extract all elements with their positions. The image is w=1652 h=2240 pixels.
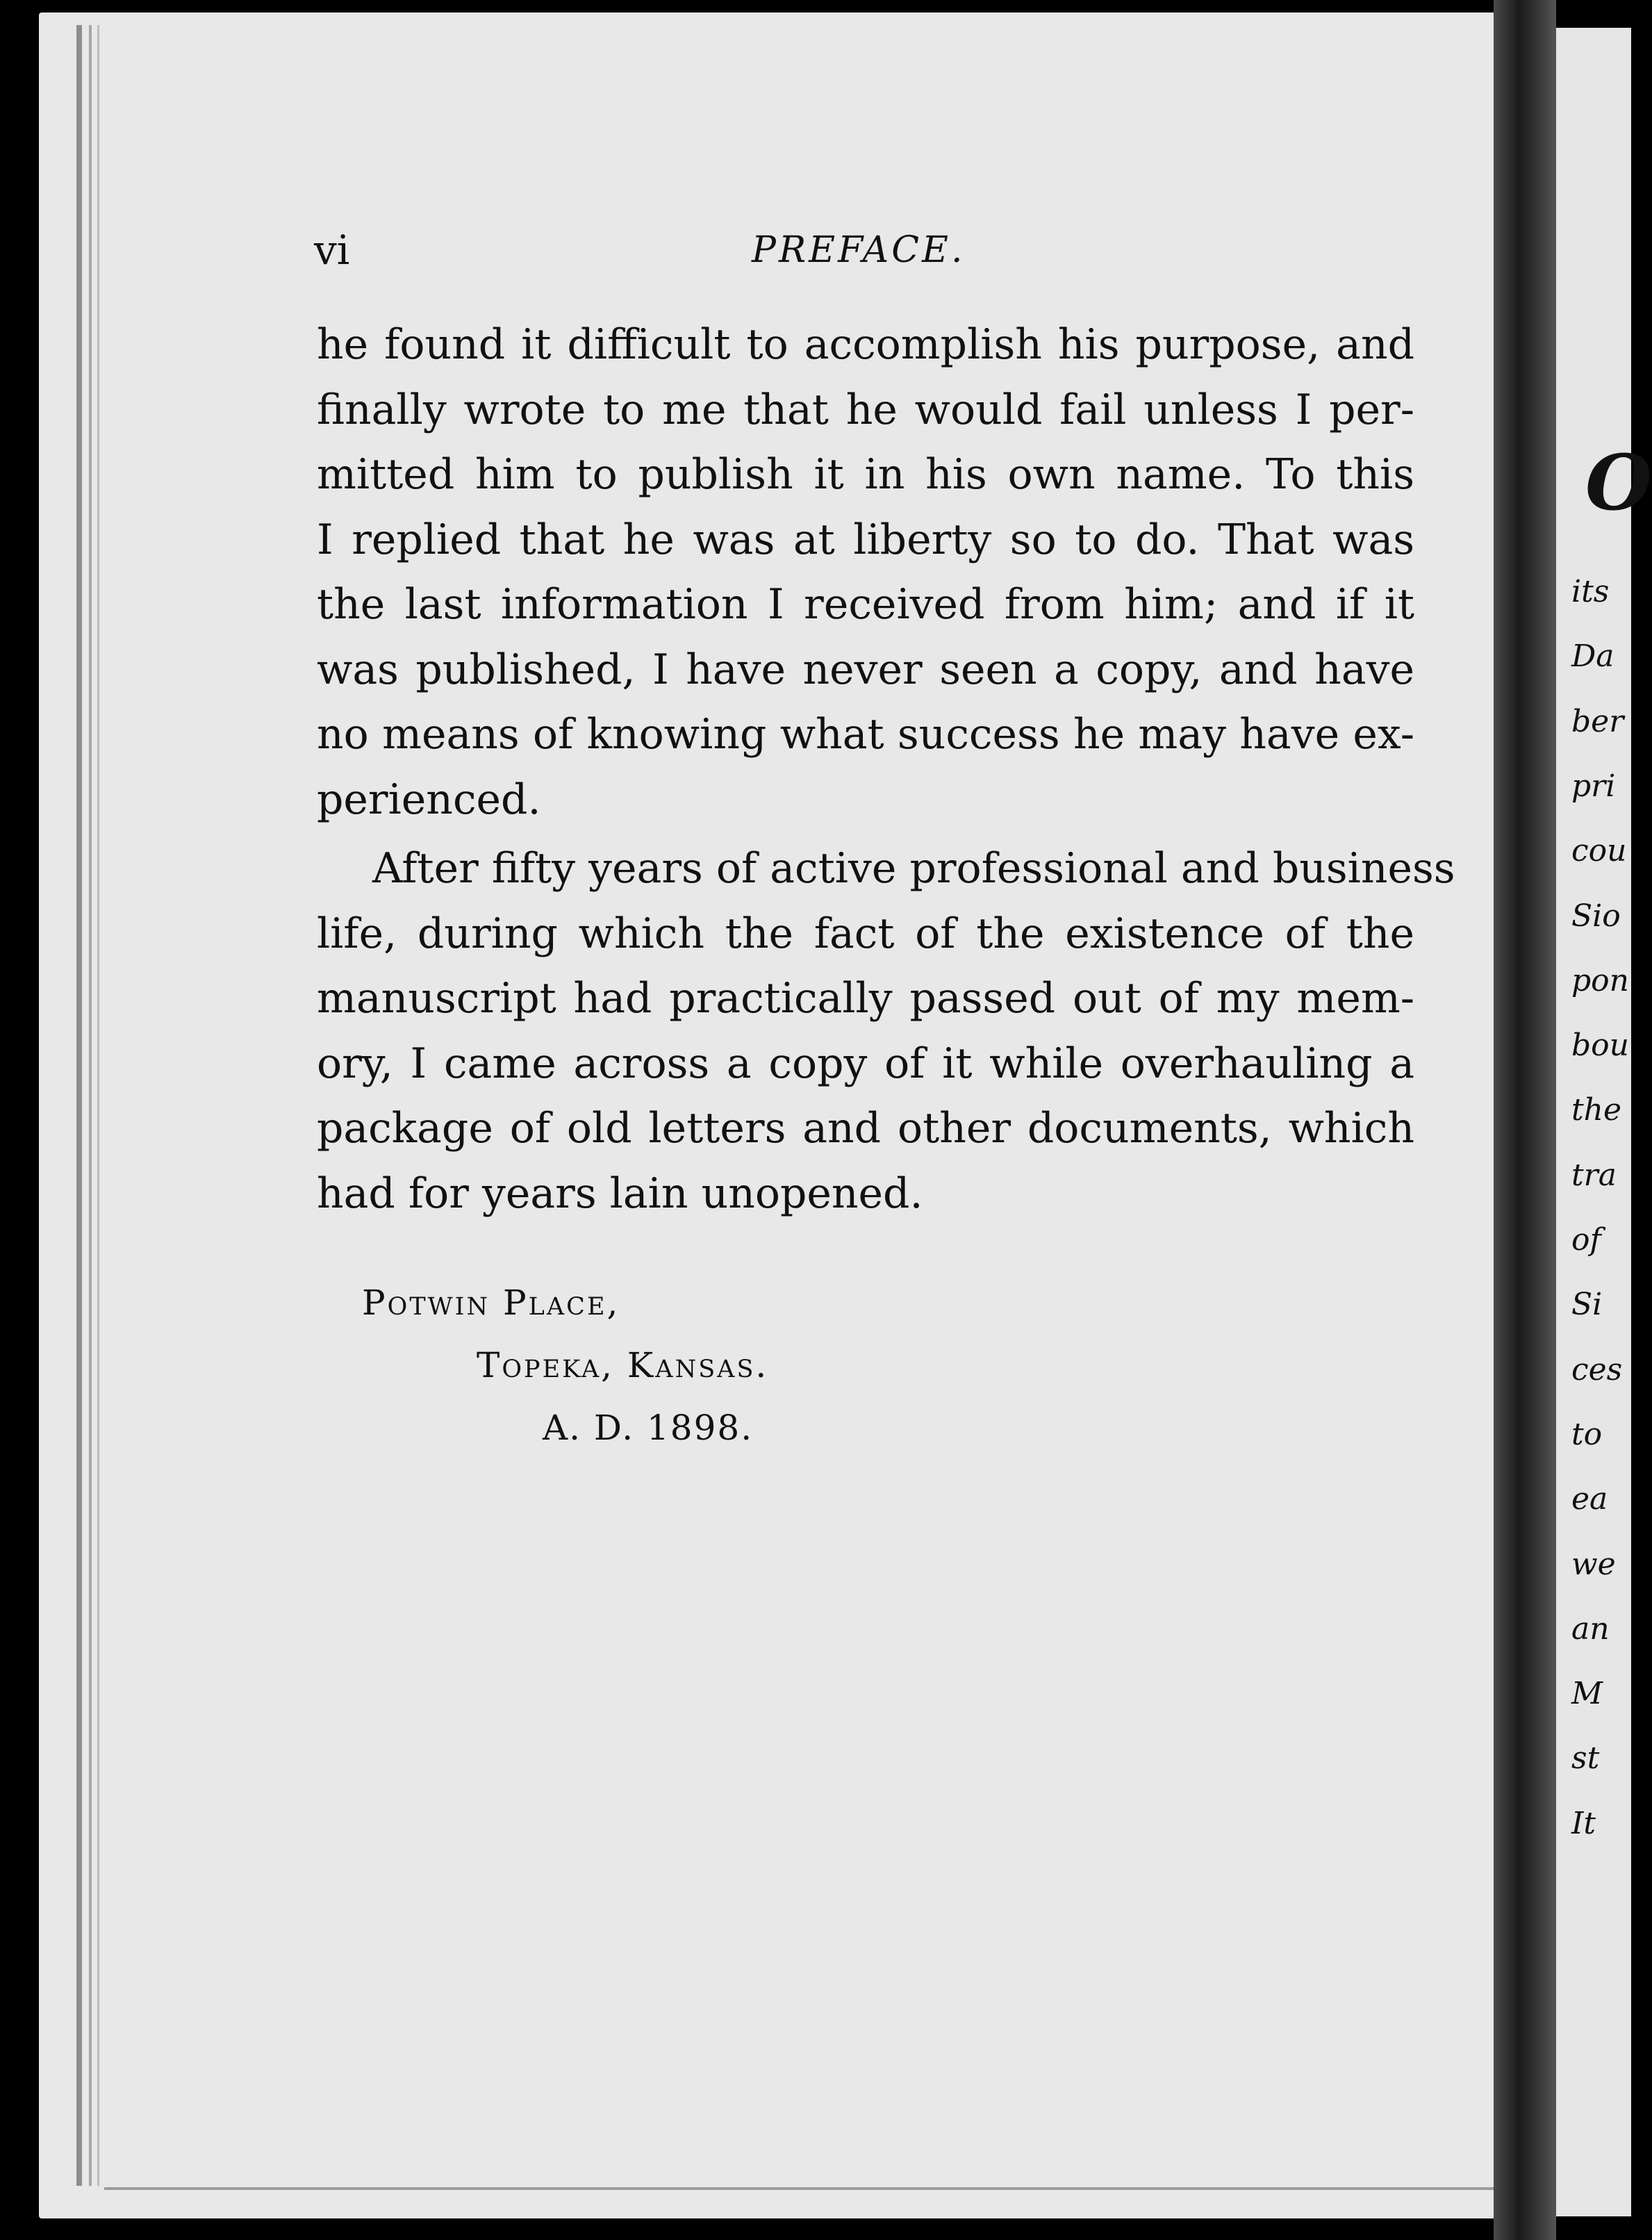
text-line: had for years lain unopened. — [317, 1169, 923, 1218]
text-line: perienced. — [317, 775, 541, 824]
paragraph-1 — [317, 313, 1414, 832]
running-head — [314, 226, 1412, 274]
facing-page-line-start: the — [1571, 1092, 1622, 1128]
page-edge — [89, 25, 92, 2186]
text-line: he found it difficult to accomplish his purpose, and — [317, 320, 1414, 369]
facing-page-line-start: ea — [1571, 1481, 1608, 1517]
facing-page-line-start: st — [1571, 1740, 1600, 1777]
text-line: life, during which the fact of the existence of the — [317, 909, 1414, 958]
signature-city: Topeka, Kansas. — [477, 1345, 769, 1385]
page-edge — [97, 25, 99, 2186]
facing-page-line-start: Da — [1571, 639, 1614, 675]
text-line: I replied that he was at liberty so to do. That was — [317, 515, 1414, 564]
signature-date: A. D. 1898. — [543, 1408, 754, 1448]
text-line: After fifty years of active professional and business — [372, 844, 1455, 893]
signature-block — [317, 1271, 1011, 1459]
facing-page-line-start: bou — [1571, 1028, 1629, 1064]
facing-page-fragment — [1556, 28, 1652, 2216]
facing-page-line-start: tra — [1571, 1157, 1617, 1193]
facing-page-line-start: Sio — [1571, 898, 1621, 934]
facing-page-line-start: pon — [1571, 962, 1629, 998]
text-line: was published, I have never seen a copy, and have — [317, 645, 1414, 694]
text-line: the last information I received from him; and if it — [317, 580, 1414, 629]
facing-page-line-start: ces — [1571, 1351, 1623, 1387]
facing-page-line-start: its — [1571, 574, 1610, 609]
text-line: manuscript had practically passed out of my mem- — [317, 974, 1414, 1023]
text-line: package of old letters and other documents, which — [317, 1104, 1414, 1153]
facing-page-line-start: to — [1571, 1416, 1603, 1452]
page-bottom-edge — [104, 2187, 1494, 2190]
running-title: PREFACE. — [752, 229, 966, 271]
text-line: no means of knowing what success he may have ex- — [317, 710, 1414, 759]
text-line: mitted him to publish it in his own name. To this — [317, 450, 1414, 499]
facing-page-line-start: M — [1571, 1676, 1603, 1712]
facing-page-initial: O — [1585, 438, 1652, 527]
facing-page-line-start: of — [1571, 1222, 1601, 1258]
facing-page-line-start: ber — [1571, 703, 1624, 739]
facing-page-line-start: pri — [1571, 768, 1616, 804]
facing-page-line-start: Si — [1571, 1287, 1603, 1323]
facing-page-line-start: It — [1571, 1805, 1596, 1841]
facing-page-line-start: we — [1571, 1546, 1616, 1582]
text-line: ory, I came across a copy of it while overhauling a — [317, 1039, 1414, 1088]
paragraph-2 — [317, 837, 1455, 1226]
text-line: finally wrote to me that he would fail unless I per- — [317, 385, 1414, 434]
facing-page-line-start: an — [1571, 1611, 1610, 1647]
page-edge — [76, 25, 82, 2186]
page-number: vi — [314, 227, 350, 274]
book-gutter — [1494, 0, 1556, 2240]
body-text — [317, 313, 1455, 1226]
facing-page-line-start: cou — [1571, 833, 1627, 869]
signature-place: Potwin Place, — [362, 1283, 620, 1323]
